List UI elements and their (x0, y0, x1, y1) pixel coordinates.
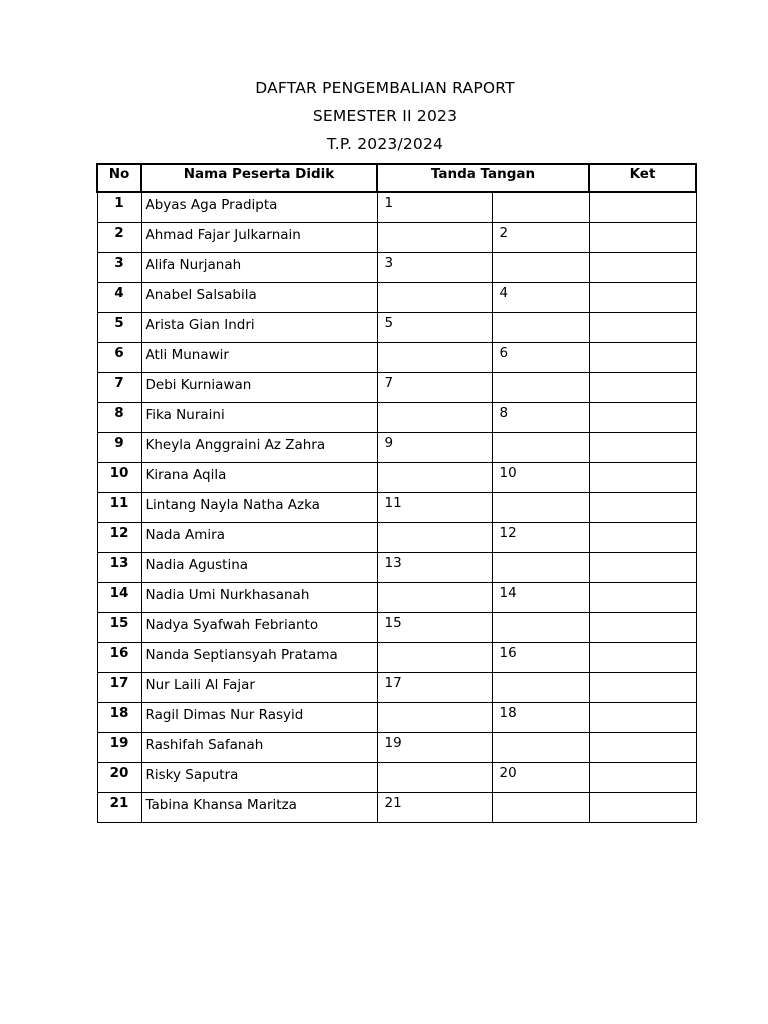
signature-right-cell: 18 (492, 703, 589, 733)
ket-cell (589, 643, 696, 673)
signature-right-cell: 14 (492, 583, 589, 613)
row-number: 5 (97, 313, 141, 343)
table-row (97, 673, 696, 703)
student-name: Abyas Aga Pradipta (141, 192, 377, 223)
student-name: Alifa Nurjanah (141, 253, 377, 283)
signature-left-cell: 5 (377, 313, 492, 343)
table-row (97, 463, 696, 493)
signature-left-cell: 19 (377, 733, 492, 763)
signature-left-cell (377, 703, 492, 733)
table-row (97, 313, 696, 343)
signature-right-cell (492, 793, 589, 823)
signature-right-cell: 16 (492, 643, 589, 673)
signature-right-cell (492, 493, 589, 523)
ket-cell (589, 793, 696, 823)
table-header (97, 164, 696, 192)
signature-left-cell (377, 763, 492, 793)
student-name: Nadia Umi Nurkhasanah (141, 583, 377, 613)
student-name: Lintang Nayla Natha Azka (141, 493, 377, 523)
table-row (97, 223, 696, 253)
row-number: 13 (97, 553, 141, 583)
signature-right-cell: 2 (492, 223, 589, 253)
signature-left-cell (377, 583, 492, 613)
header-no: No (97, 164, 141, 192)
student-name: Kheyla Anggraini Az Zahra (141, 433, 377, 463)
table-body (97, 192, 696, 823)
row-number: 16 (97, 643, 141, 673)
signature-right-cell: 4 (492, 283, 589, 313)
row-number: 2 (97, 223, 141, 253)
ket-cell (589, 733, 696, 763)
row-number: 9 (97, 433, 141, 463)
table-row (97, 433, 696, 463)
signature-right-cell (492, 553, 589, 583)
ket-cell (589, 583, 696, 613)
row-number: 3 (97, 253, 141, 283)
signature-left-cell (377, 463, 492, 493)
table-row (97, 553, 696, 583)
ket-cell (589, 493, 696, 523)
row-number: 10 (97, 463, 141, 493)
signature-right-cell (492, 373, 589, 403)
student-name: Nada Amira (141, 523, 377, 553)
signature-right-cell: 20 (492, 763, 589, 793)
row-number: 19 (97, 733, 141, 763)
signature-left-cell: 9 (377, 433, 492, 463)
student-name: Fika Nuraini (141, 403, 377, 433)
signature-left-cell: 15 (377, 613, 492, 643)
signature-right-cell: 10 (492, 463, 589, 493)
signature-left-cell (377, 403, 492, 433)
row-number: 8 (97, 403, 141, 433)
signature-right-cell (492, 192, 589, 223)
student-name: Risky Saputra (141, 763, 377, 793)
row-number: 6 (97, 343, 141, 373)
signature-left-cell (377, 223, 492, 253)
signature-left-cell: 21 (377, 793, 492, 823)
ket-cell (589, 223, 696, 253)
ket-cell (589, 463, 696, 493)
table-row (97, 192, 696, 223)
ket-cell (589, 283, 696, 313)
signature-left-cell: 13 (377, 553, 492, 583)
row-number: 4 (97, 283, 141, 313)
row-number: 20 (97, 763, 141, 793)
student-name: Ahmad Fajar Julkarnain (141, 223, 377, 253)
row-number: 12 (97, 523, 141, 553)
signature-right-cell: 8 (492, 403, 589, 433)
header-signature: Tanda Tangan (377, 164, 589, 192)
student-name: Nur Laili Al Fajar (141, 673, 377, 703)
table-row (97, 583, 696, 613)
document-title (0, 74, 768, 158)
return-list-table (96, 163, 697, 823)
signature-right-cell (492, 433, 589, 463)
ket-cell (589, 553, 696, 583)
student-name: Tabina Khansa Maritza (141, 793, 377, 823)
ket-cell (589, 613, 696, 643)
signature-left-cell: 17 (377, 673, 492, 703)
student-name: Rashifah Safanah (141, 733, 377, 763)
signature-right-cell: 12 (492, 523, 589, 553)
row-number: 21 (97, 793, 141, 823)
table-row (97, 613, 696, 643)
ket-cell (589, 373, 696, 403)
student-name: Debi Kurniawan (141, 373, 377, 403)
student-name: Nadia Agustina (141, 553, 377, 583)
ket-cell (589, 253, 696, 283)
student-name: Nanda Septiansyah Pratama (141, 643, 377, 673)
ket-cell (589, 313, 696, 343)
signature-right-cell (492, 613, 589, 643)
row-number: 1 (97, 192, 141, 223)
signature-right-cell (492, 733, 589, 763)
student-name: Kirana Aqila (141, 463, 377, 493)
title-line-2: SEMESTER II 2023 (312, 107, 458, 125)
table-row (97, 253, 696, 283)
signature-right-cell (492, 313, 589, 343)
row-number: 17 (97, 673, 141, 703)
signature-right-cell (492, 673, 589, 703)
title-line-3: T.P. 2023/2024 (326, 135, 444, 153)
ket-cell (589, 192, 696, 223)
ket-cell (589, 763, 696, 793)
signature-left-cell: 1 (377, 192, 492, 223)
row-number: 11 (97, 493, 141, 523)
ket-cell (589, 673, 696, 703)
table-row (97, 733, 696, 763)
header-ket: Ket (589, 164, 696, 192)
ket-cell (589, 403, 696, 433)
ket-cell (589, 343, 696, 373)
ket-cell (589, 703, 696, 733)
table-row (97, 283, 696, 313)
header-row (97, 164, 696, 192)
signature-left-cell: 3 (377, 253, 492, 283)
table-row (97, 703, 696, 733)
student-name: Anabel Salsabila (141, 283, 377, 313)
title-line-1: DAFTAR PENGEMBALIAN RAPORT (255, 79, 515, 97)
signature-left-cell: 11 (377, 493, 492, 523)
student-name: Ragil Dimas Nur Rasyid (141, 703, 377, 733)
table-row (97, 373, 696, 403)
row-number: 7 (97, 373, 141, 403)
signature-left-cell (377, 643, 492, 673)
signature-left-cell: 7 (377, 373, 492, 403)
signature-left-cell (377, 343, 492, 373)
ket-cell (589, 433, 696, 463)
table-row (97, 343, 696, 373)
student-name: Arista Gian Indri (141, 313, 377, 343)
table-row (97, 493, 696, 523)
table-row (97, 523, 696, 553)
header-name: Nama Peserta Didik (141, 164, 377, 192)
table-row (97, 793, 696, 823)
table-row (97, 403, 696, 433)
student-name: Atli Munawir (141, 343, 377, 373)
row-number: 14 (97, 583, 141, 613)
row-number: 18 (97, 703, 141, 733)
signature-left-cell (377, 283, 492, 313)
signature-right-cell (492, 253, 589, 283)
ket-cell (589, 523, 696, 553)
row-number: 15 (97, 613, 141, 643)
student-name: Nadya Syafwah Febrianto (141, 613, 377, 643)
table-row (97, 763, 696, 793)
table-row (97, 643, 696, 673)
signature-right-cell: 6 (492, 343, 589, 373)
signature-left-cell (377, 523, 492, 553)
